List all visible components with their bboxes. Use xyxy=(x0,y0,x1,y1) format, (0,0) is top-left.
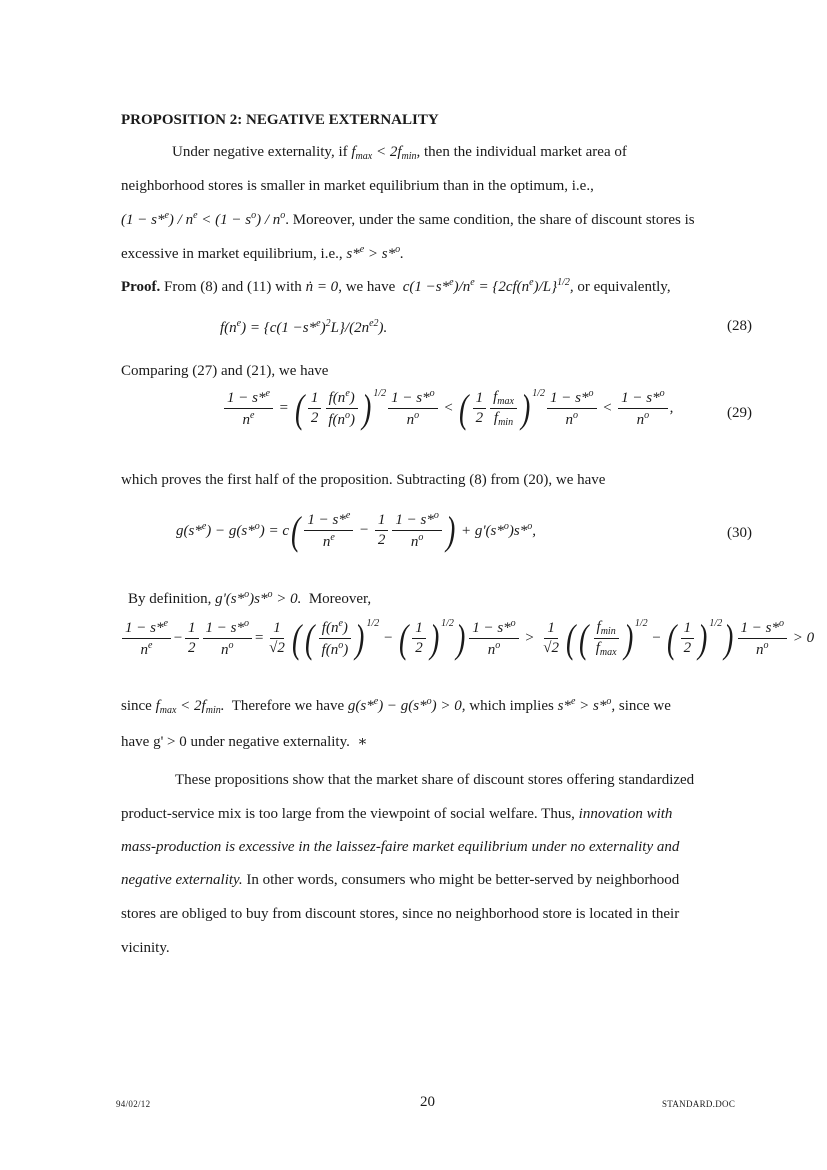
text: since xyxy=(121,698,152,714)
equation-number-30: (30) xyxy=(727,525,752,541)
math-inline: g'(s*$^o$)s*$^o$ > 0. xyxy=(215,589,302,607)
proof-text: or equivalently, xyxy=(577,279,671,295)
equation-28: $f(n^e) = \{c(1 -s*^e)^2L\}/(2n^{e2})$. xyxy=(220,318,388,336)
math-inline: $f_{max} < 2f_{min}$, xyxy=(351,144,421,162)
paragraph-line-3: mass-production is excessive in the laissez-faire market equilibrium under no externality and xyxy=(121,839,680,855)
math-inline: g(s*$^e$) − g(s*$^o$) > 0, xyxy=(347,696,466,714)
math-inline: $c(1 -s*^e)/n^e = \{2cf(n^e)/L\}^{1/2}$, xyxy=(399,277,574,295)
equation-number-29: (29) xyxy=(727,405,752,421)
proposition-line-2: neighborhood stores is smaller in market equilibrium than in the optimum, i.e., xyxy=(121,178,594,194)
text: since we xyxy=(618,698,671,714)
proof-line xyxy=(121,277,671,296)
equation-number-28: (28) xyxy=(727,318,752,334)
after-eq29-text: which proves the first half of the proposition. Subtracting (8) from (20), we have xyxy=(121,472,606,488)
proposition-text: excessive in market equilibrium, i.e., xyxy=(121,246,343,262)
by-definition-line xyxy=(128,589,371,608)
paragraph-line-6: vicinity. xyxy=(121,940,170,956)
proof-text: From (8) and (11) with xyxy=(164,279,302,295)
text: product-service mix is too large from the viewpoint of social welfare. Thus, xyxy=(121,806,575,822)
since-line-2 xyxy=(121,732,368,751)
comparing-text: Comparing (27) and (21), we have xyxy=(121,363,329,379)
equation-29: $\frac{1 - s*^e}{n^e}$ = ( $\frac{1}{2}$ $\frac{f(n^e)}{f(n^o)}$ ) 1/2 $\frac{1 - s*^o}{n^o}$ < ( $\frac{1}{2}$ $\frac{f_{max}}{f_{min}}$ ) 1/2 $\frac{1 - s*^o}{n^o}$ < $\frac{1 - s*^o}{n^o}$ , xyxy=(222,388,673,429)
equation-30: g(s*$^e$) − g(s*$^o$) = c ( $\frac{1 - s*^e}{n^e}$ − $\frac{1}{2}$ $\frac{1 - s*^o}{n^o}$ ) + g'(s*$^o$)s*$^o$, xyxy=(176,507,536,553)
text: By definition, xyxy=(128,591,212,607)
proposition-text: . Moreover, under the same condition, the share of discount stores is xyxy=(285,212,695,228)
math-inline: $(1 - s*^e) / n^e < (1 - s^o) / n^o$ xyxy=(121,210,286,228)
proposition-line-1 xyxy=(172,144,627,162)
paragraph-line-4 xyxy=(121,872,679,889)
paragraph-line-2 xyxy=(121,806,672,823)
text: Therefore we have xyxy=(231,698,345,714)
text: have g' > 0 under negative externality. xyxy=(121,734,350,750)
proof-label: Proof. xyxy=(121,279,161,295)
text: In other words, consumers who might be better-served by neighborhood xyxy=(242,872,680,888)
since-line xyxy=(121,696,671,716)
proposition-text: then the individual market area of xyxy=(420,144,627,160)
text: which implies xyxy=(469,698,554,714)
paragraph-line-5: stores are obliged to buy from discount stores, since no neighborhood store is located in their xyxy=(121,906,680,922)
math-inline: $f_{max} < 2f_{min}$. xyxy=(155,698,225,716)
emphasis-text: negative externality. xyxy=(121,872,243,888)
proposition-line-4 xyxy=(121,244,404,263)
emphasis-text: innovation with xyxy=(578,806,673,822)
text: Moreover, xyxy=(308,591,372,607)
inequality-display: $\frac{1 - s*^e}{n^e}$ − $\frac{1}{2}$ $\frac{1 - s*^o}{n^o}$ = $\frac{1}{√2}$ ( ( $\frac{f(n^e)}{f(n^o)}$ ) 1/2 − ( $\frac{1}{2}$ ) 1/2 ) $\frac{1 - s*^o}{n^o}$ > $\frac{1}{√2}$ ( ( $\frac{f_{min}}{f_{max}}$ ) 1/2 − ( $\frac{1}{2}$ ) 1/2 ) $\frac{1 - s*^o}{n^o}$ > 0 xyxy=(120,618,814,659)
footer-date: 94/02/12 xyxy=(116,1099,151,1109)
footer-filename: STANDARD.DOC xyxy=(662,1099,736,1109)
paragraph-line-1: These propositions show that the market share of discount stores offering standardized xyxy=(175,772,695,788)
math-inline: s*$^e$ > s*$^o$, xyxy=(557,696,616,714)
math-inline: ṅ = 0 xyxy=(305,279,339,295)
proposition-line-3 xyxy=(121,210,695,229)
page-number: 20 xyxy=(420,1094,435,1110)
math-inline: s*$^e$ > s*$^o$. xyxy=(346,244,404,262)
proof-text: , we have xyxy=(338,279,396,295)
qed-symbol: ∗ xyxy=(357,734,368,750)
proposition-heading: PROPOSITION 2: NEGATIVE EXTERNALITY xyxy=(121,112,439,128)
proposition-text: Under negative externality, if xyxy=(172,144,348,160)
